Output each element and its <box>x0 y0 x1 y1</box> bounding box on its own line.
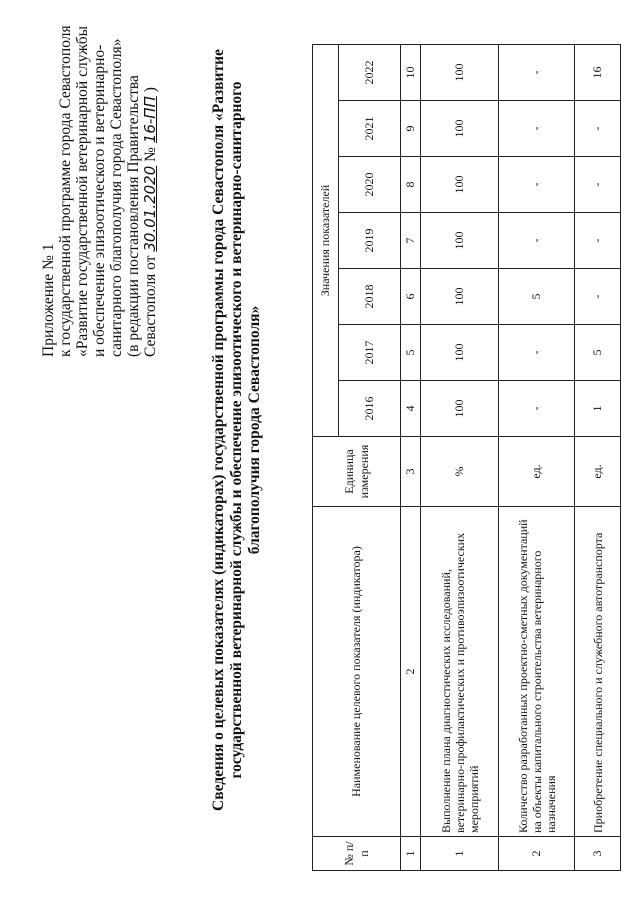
indicators-table <box>312 44 621 871</box>
row-name: Количество разработанных проектно-сметных документаций на объекты капитального строительства ветеринарного назначения <box>499 507 575 837</box>
year-header: 2016 <box>339 381 401 437</box>
index-cell: 6 <box>401 269 421 325</box>
table-row <box>575 44 621 870</box>
number-label: № <box>142 147 159 162</box>
index-cell: 7 <box>401 213 421 269</box>
appendix-line: «Развитие государственной ветеринарной службы <box>74 25 91 357</box>
row-name: Приобретение специального и служебного автотранспорта <box>575 507 621 837</box>
row-unit: ед. <box>575 437 621 507</box>
index-cell: 10 <box>401 44 421 100</box>
handwritten-number: 16-ПП <box>141 96 159 144</box>
handwritten-date: 30.01.2020 <box>141 165 159 252</box>
index-cell: 9 <box>401 101 421 157</box>
row-value: 100 <box>421 213 499 269</box>
row-value: - <box>499 213 575 269</box>
row-unit: ед. <box>499 437 575 507</box>
appendix-line: Приложение № 1 <box>40 243 57 357</box>
year-header: 2022 <box>339 44 401 100</box>
column-index-row <box>401 44 421 870</box>
row-value: - <box>499 44 575 100</box>
table-row <box>421 44 499 870</box>
row-value: 100 <box>421 325 499 381</box>
row-value: - <box>499 381 575 437</box>
appendix-date-line <box>142 12 159 357</box>
row-name: Выполнение плана диагностических исследований, ветеринарно-профилактических и противоэпизоотических мероприятий <box>421 507 499 837</box>
appendix-line: к государственной программе города Севастополя <box>57 25 74 357</box>
row-unit: % <box>421 437 499 507</box>
appendix-line: санитарного благополучия города Севастополя» <box>108 38 125 357</box>
header-num: № п/п <box>313 837 401 871</box>
index-cell: 4 <box>401 381 421 437</box>
table-row <box>499 44 575 870</box>
row-value: - <box>575 157 621 213</box>
row-value: 100 <box>421 269 499 325</box>
year-header: 2018 <box>339 269 401 325</box>
row-num: 2 <box>499 837 575 871</box>
row-value: 1 <box>575 381 621 437</box>
title-line: государственной ветеринарной службы и обеспечение эпизоотического и ветеринарно-санитарного <box>228 81 245 779</box>
appendix-line: (в редакции постановления Правительства <box>125 75 142 357</box>
row-value: 100 <box>421 157 499 213</box>
row-num: 3 <box>575 837 621 871</box>
index-cell: 3 <box>401 437 421 507</box>
appendix-header <box>40 12 159 357</box>
title-line: Сведения о целевых показателях (индикаторах) государственной программы города Севастополя «Развитие <box>210 49 227 811</box>
year-header: 2017 <box>339 325 401 381</box>
document-title <box>210 25 264 835</box>
appendix-prefix: Севастополя от <box>142 255 159 357</box>
year-header: 2021 <box>339 101 401 157</box>
index-cell: 1 <box>401 837 421 871</box>
row-value: - <box>575 213 621 269</box>
row-num: 1 <box>421 837 499 871</box>
year-header: 2019 <box>339 213 401 269</box>
row-value: 100 <box>421 44 499 100</box>
index-cell: 5 <box>401 325 421 381</box>
row-value: 5 <box>575 325 621 381</box>
row-value: - <box>575 101 621 157</box>
index-cell: 8 <box>401 157 421 213</box>
row-value: 5 <box>499 269 575 325</box>
row-value: 100 <box>421 381 499 437</box>
closing-paren: ) <box>142 87 159 93</box>
row-value: - <box>575 269 621 325</box>
appendix-line: и обеспечение эпизоотического и ветеринарно- <box>91 44 108 357</box>
year-header: 2020 <box>339 157 401 213</box>
title-line: благополучия города Севастополя» <box>246 305 263 555</box>
header-unit: Единица измерения <box>313 437 401 507</box>
header-values: Значения показателей <box>313 44 339 436</box>
row-value: 16 <box>575 44 621 100</box>
row-value: - <box>499 101 575 157</box>
header-name: Наименование целевого показателя (индикатора) <box>313 507 401 837</box>
row-value: - <box>499 325 575 381</box>
index-cell: 2 <box>401 507 421 837</box>
row-value: 100 <box>421 101 499 157</box>
row-value: - <box>499 157 575 213</box>
